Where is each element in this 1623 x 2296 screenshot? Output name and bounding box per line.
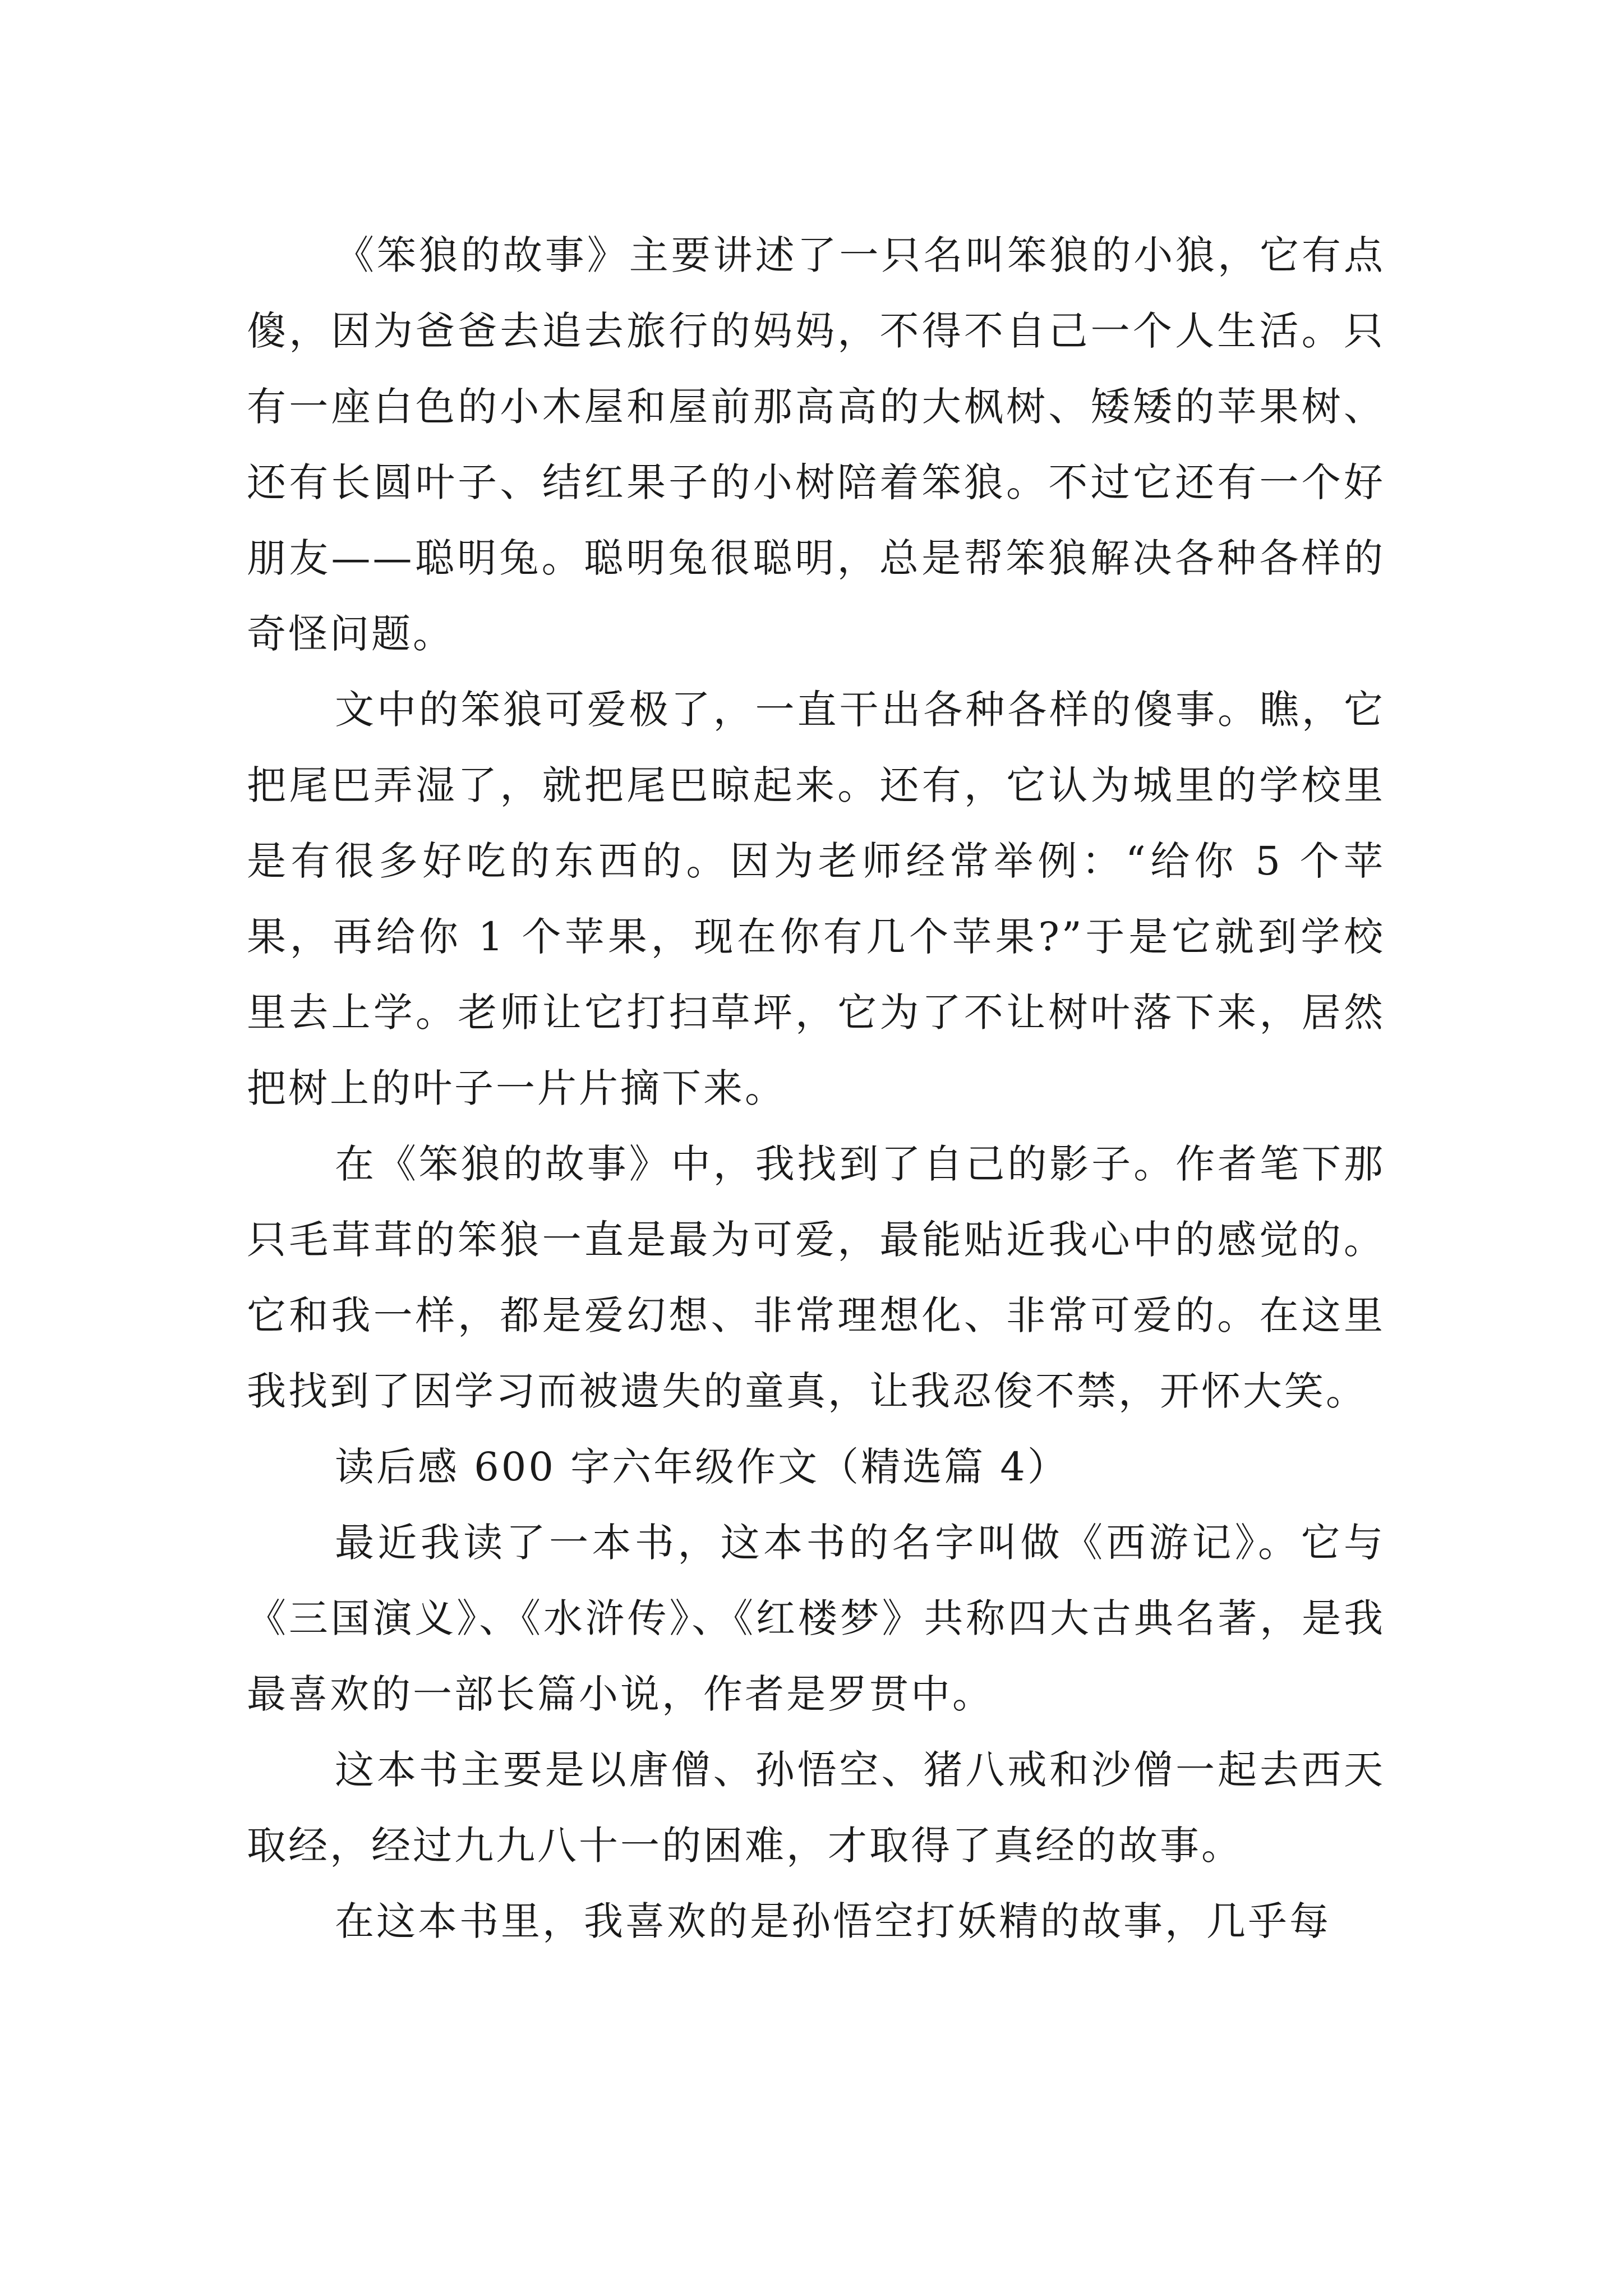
paragraph-journey-west-intro: 最近我读了一本书，这本书的名字叫做《西游记》。它与《三国演义》、《水浒传》、《红楼梦》共称四大古典名著，是我最喜欢的一部长篇小说，作者是罗贯中。 [247,1520,1385,1717]
paragraph-journey-west-favorite: 在这本书里，我喜欢的是孙悟空打妖精的故事，几乎每 [335,1898,1331,1944]
paragraph-summary: 《笨狼的故事》主要讲述了一只名叫笨狼的小狼，它有点傻，因为爸爸去追去旅行的妈妈，不得不自己一个人生活。只有一座白色的小木屋和屋前那高高的大枫树、矮矮的苹果树、还有长圆叶子、结红果子的小树陪着笨狼。不过它还有一个好朋友——聪明兔。聪明兔很聪明，总是帮笨狼解决各种各样的奇怪问题。 [247,232,1385,657]
paragraph-silly-wolf: 文中的笨狼可爱极了，一直干出各种各样的傻事。瞧，它把尾巴弄湿了，就把尾巴晾起来。还有，它认为城里的学校里是有很多好吃的东西的。因为老师经常举例：“给你 5 个苹果，再给你 1 个苹果，现在你有几个苹果?”于是它就到学校里去上学。老师让它打扫草坪，它为了不让树叶落下来，居然把树上的叶子一片片摘下来。 [247,687,1385,1111]
paragraph-reflection: 在《笨狼的故事》中，我找到了自己的影子。作者笔下那只毛茸茸的笨狼一直是最为可爱，最能贴近我心中的感觉的。它和我一样，都是爱幻想、非常理想化、非常可爱的。在这里我找到了因学习而被遗失的童真，让我忍俊不禁，开怀大笑。 [247,1141,1385,1414]
paragraph-journey-west-plot: 这本书主要是以唐僧、孙悟空、猪八戒和沙僧一起去西天取经，经过九九八十一的困难，才取得了真经的故事。 [247,1747,1385,1869]
section-heading: 读后感 600 字六年级作文（精选篇 4） [335,1444,1069,1490]
document-body [247,218,1385,1959]
